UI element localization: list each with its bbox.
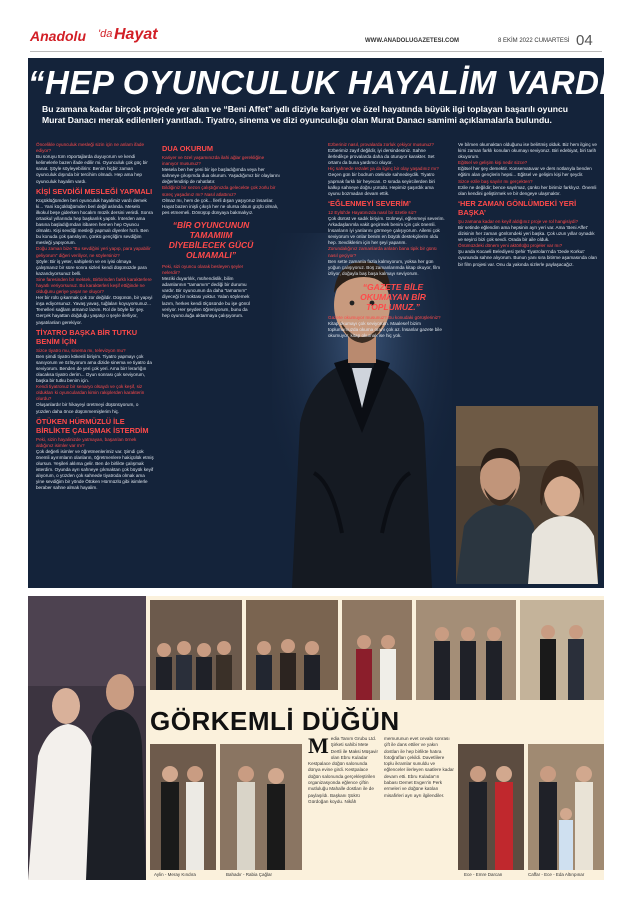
couple-photo-ece — [458, 744, 524, 870]
answer: Şu anda Kocaeli Belediyesi Şehir Tiyatroları’nda ‘Dede Korkut’ oyununda sahne alıyorum. Bunun yanı sıra bitirme aşamasında olan bir film projesi var. Onu da yakında sizlerle paylaşacağız. — [458, 249, 597, 267]
photo-caption: Bahadır - Rabia Çağlar — [226, 872, 273, 877]
question: Bildiğiniz bir sezon çalıştığınızda gelecekte çok zorlu bir süreç yaşadınız mı? Nasıl atlattınız? — [162, 185, 276, 197]
answer: Ben şimdi tiyatro kökenli biriyim. Tiyatro yapmayı çok sanıyorum ve özlüyorum ama dizide sinema ve tiyatro da seviyorum. Benden de yeri çok yeri. Ama birr lerarlığın olacaksa tiyatro derim... Oyun sonrası çok seviyorum, başka bir tutku benim için. — [36, 353, 152, 384]
question: Hiç sahnede rezalet ya da ilginç bir olay yaşadınız mı? — [328, 166, 439, 172]
page-number: 04 — [576, 32, 593, 49]
question: Peki, sizi oyuncu olarak besleyen şeyler nelerdir? — [162, 263, 244, 276]
photo-caption: Ece - Emre Darcan — [464, 872, 503, 877]
question: Peki, sizin hayalinizde yatmayan, başarılan örnek aldığınız isimler var mı? — [36, 436, 137, 448]
answer: Ezile ne değildir; bence sayılmaz, çünkü her birimiz farklıyız. Önemli olan kendini geliştirmek ve bir dengeye ulaşmaktır. — [458, 184, 597, 196]
family-photo-caffar — [528, 744, 604, 870]
couple-photo-aylin — [150, 744, 216, 870]
article-column-3 — [328, 142, 446, 582]
answer: Bir setinde eğlendim ama hepsinin ayrı yeri var. Ama ‘Beni Affet’ dizisinin her zaman gönlümdeki yeri başka. Çok uzun yıllar oynadık ve seyirci bizi çok sevdi. Orada bir aile olduk. — [458, 224, 595, 243]
drop-cap: M — [308, 736, 329, 758]
answer: Ezberimiz zayıf değildir, iyi dersindesiniz. Sahne ilerledikçe provalarda daha da oturuyor karakter. Set ortamı da buna yardımcı oluyor. — [328, 148, 435, 166]
question: Ezberiniz nasıl, provalarda zorluk çekiyor musunuz? — [328, 142, 434, 147]
answer: Şöyle: Bir iş yeter, sahiplerin ve en iyisi olmaya çalışmanız bir süre sonra sizleri kendi düşünüzde para kazandıyorsunuz belli. — [36, 258, 147, 276]
article-lead: Bu zamana kadar birçok projede yer alan ve “Beni Affet” adlı diziyle kariyer ve özel hayatında büyük ilgi toplayan başarılı oyuncu Murat Danacı merak edilenleri yanıtladı. Tiyatro, sinema ve dizi oyunculuğu olan Murat Danacı samimi açıklamalarla bulundu. — [42, 104, 568, 125]
question: Sine faresinden bir mektek, Birbirinden farklı karakterlere hayatlı veriyorsunuz. Bu karakterleri keşif ettiğinde ne olduğunu geriye yaşar ne oluyor? — [36, 276, 152, 295]
subheading: TİYATRO BAŞKA BİR TUTKU BENİM İÇİN — [36, 327, 138, 346]
question: Sizce tiyatro mu, sinema mı, televizyon mu? — [36, 347, 126, 353]
logo-da: 'da — [98, 28, 113, 40]
subheading: ÖTÜKEN HÜRMÜZLÜ İLE BİRLİKTE ÇALIŞMAK İSTERDİM — [36, 416, 149, 435]
subheading: ‘EĞLENMEYİ SEVERİM’ — [328, 198, 411, 208]
guests-photo-1 — [150, 600, 242, 690]
answer: Çok dürüst ve sadık biriyim. Gülmeyi, eğlenmeyi severim. Arkadaşlarımla vakit geçirmek benim için çok önemli. İnsanların iyi yanlarını görmeye çalışıyorum. Ailemi çok seviyorum ve onlar benim en büyük destekçilerim oldu hep. Sevdiklerim için her şeyi yaparım. — [328, 215, 445, 246]
question: Sizce ezile baş sayılır mı gerçekten? — [458, 178, 533, 184]
subheading: KİŞİ SEVDİĞİ MESLEĞİ YAPMALI — [36, 186, 153, 196]
wedding-title: GÖRKEMLİ DÜĞÜN — [150, 706, 400, 736]
pull-quote: “BİR OYUNCUNUN TAMAMIIM DİYEBİLECEK GÜCÜ OLMAMALI” — [168, 219, 254, 260]
page-header — [30, 26, 602, 52]
couple-photo-bahadir — [220, 744, 302, 870]
pull-quote: “GAZETE BİLE OKUMAYAN BİR TOPLUMUZ.” — [360, 281, 426, 312]
article-column-1 — [36, 142, 154, 582]
question: Önümüzdeki dönem yeni aktörlüğü projeler var mı? — [458, 243, 563, 249]
guests-photo-5 — [520, 600, 604, 700]
answer: Ben sette zamanla fazla kalmıyorum, yoksa her gün yoğun çalışıyoruz. Boş zamanlarımda kitap okuyor, film izliyor, doğayla baş başa kalmayı seviyorum. — [328, 258, 441, 276]
answer: Oluşanlardır bir hikayeyi üretmeyi düşünüyorum, o yüzden daha önce düşünmemişlerim hiç. — [36, 402, 139, 414]
question: Zorundalığınız zamanlarda anlatın bana tipik bir günü nasıl geçiyor? — [328, 246, 437, 258]
site-url[interactable]: WWW.ANADOLUGAZETESI.COM — [365, 38, 459, 44]
answer: Çok değerli isimler ve öğretmenlerimiz var. Şimdi çok önemli ayırımların olanların, öğretmenlere hakiçülük etmiş olursun. Yeşileri aklıma gelir. Ben de birlikte çalışmak isterdim. Oyunda ayrı sahneye çıkmaktan çok büyük keyif alıyorum, o yüzden çok sahnede tiyatroda olmak ama yine sevdiğim bir yönde Ötüken Hürmüzlü gibi isimlerle beraber sahne almak hayalim. — [36, 448, 154, 491]
issue-date: 8 EKİM 2022 CUMARTESİ — [498, 38, 570, 44]
logo-anadolu: Anadolu — [30, 28, 86, 44]
subheading: ‘HER ZAMAN GÖNLÜMDEKİ YERİ BAŞKA’ — [458, 198, 577, 217]
question: Kendi tiyatronuz bir senaryo olsaydı ve çok keşif, siz oldukları ki oyunculardan kimin rakiplerden karakterin olurdu? — [36, 384, 145, 402]
logo-hayat: Hayat — [114, 26, 158, 43]
article-column-2 — [162, 142, 280, 582]
question: 12 Eylül'de Hayatınızda nasıl bir özetle siz? — [328, 209, 417, 215]
question: Şu zamana kadar en keyif aldığınız proje ve rol hangisiydi? — [458, 218, 579, 224]
article-title: “HEP OYUNCULUK HAYALİM VARDI” — [28, 64, 627, 101]
interview-article — [28, 58, 627, 588]
article-column-4 — [458, 142, 598, 402]
answer: Eğitsel her şey demektir. Konservatuvar ve ders notlarıyla benden eğitim alan gençlerin hepsi... Eğitsel ve gelişim kişi her şeydir. — [458, 166, 592, 178]
subheading: DUA OKURUM — [162, 144, 214, 153]
question: Öncelikle oyunculuk mesleği sizin için ne anlam ifade ediyor? — [36, 142, 145, 154]
selfie-photo — [456, 406, 598, 584]
question: Doğu zaman bize “Bu sevdiğini yeri yapıp, para yapabilir geliyorum” diğeri veriliyor, ne söylersiniz? — [36, 246, 151, 258]
answer: Küçüklüğümden beri oyunculuk hayalimiz vardı demek ki... Yani küçüklüğümden beri değil aslında. Meselo ilkokul beşe giderken hocalım müzik dersini verirdi. Sonra ortaokul yıllarında hep başkanlık yaptık. İnterden ama basına başladığımdan itibaren hemen hep Oyuncu olmaktı. Kişi sevdiği mesleği yapmalı diyenler hızlı. Ben bu konuda çok şanslıyım, çünkü gençliğim sevdiğim mesleği yapıyorum. — [36, 197, 153, 246]
answer: Kitap okumayı çok seviyorum. Maalesef bizim toplumumuzda okuma oranı çok az. İnsanlar gazete bile okumuyor, kitap okumak ise hiç yok. — [328, 320, 442, 339]
wedding-text: edia Tanım Grubu Ltd. Şirketi sahibi Mete Dertli ile Maksi Müşavir olan Ebru Kuladar Kestpalace düğün salonunda dünya evine girdi. Kestpalace düğün salonunda gerçekleştirilen organizasyonda eğlence çiftin mutluluğu Mahalle dostları ile de paylaşıldı. Başkanı Şükrü Gürdoğan koydu. Nikâh memurunun evet cevabı sonrası çift ile dans ettiler ve yakın dostları ile hep birlikte hatıra fotoğrafları çekildi. Davetlilere toplu ikramlar sunuldu ve eğlenceler ilerleyen saatlere kadar devam etti. Ebru Kuladar'ın babası Demet Evgen'in Perk ermeleri ve düğüne katılan misafirleri ayrı ayrı ilgilendiler. — [308, 736, 454, 804]
answer: Meziki duyarlılık, mühendislik, bilim adamlarının “tamamım” dediği bir durumu vardır. Bir oyuncunun da daha “tamamım” diyeceği bir noktası yoktur. Yalan söylemek lazım, herkes kendi ölçüsünde bu işe gönül veriyor. Her şeyden öğreniyorum, bunu da hep oyunculuğa aktarmaya çalışıyorum. — [162, 276, 250, 318]
answer: Olmaz mı, hem de çok... İlerli dışarı yaşıyoruz insanlar. Hayat bazen inişli çıkışlı her ne olursa olsun güçlü olmalı, pes etmemeli. Dönüşüp dünyaya bakmalıyız. — [162, 197, 279, 215]
answer: Bu soruyu tüm röportajlarda duyuyorum ve kendi kelimelerle bazen ifade edilir mi. Oyunculuk çok güç bir sanat. Şöyle söyleyebilirim: Benim hiçbir zaman oyunculuk dışında bir tercihim olmadı. Hep ama hep oyunculuk hayalim vardı. — [36, 154, 148, 184]
couple-photo — [28, 596, 146, 880]
answer: Her bir rolü çıkarmak çok zor değildir. Düşünün, bir yapıyi inşa ediyorsunuz. Yavaş yavaş, tuğlaları koyuyorsunuz... Temelleri sağlam atmanız lazım. Rol de böyle bir şey. Gerçek hayattan doğduğu yaşatıp o şeyle ilerliyor, yaşatılanları gerekiyor. — [36, 295, 153, 325]
wedding-section — [28, 596, 604, 880]
answer: Mesela ben her yeni bir işe başladığımda veya her sahneye çıkışımda dua okurum. Yaşadığımız bir olaylarını değerlendirip de rahatlatır. — [162, 167, 280, 185]
photo-caption: Aylin - Meray Kındıra — [154, 872, 196, 877]
photo-caption: Caffar - Ece - Eda Altınpınar — [528, 872, 585, 877]
guests-photo-2 — [246, 600, 338, 690]
question: Eğitsel ve gelişim kişi nedir sizce? — [458, 160, 528, 166]
answer: Ve bilmen okumaktan olduğunu ise belirtmiş olduk. Biz hem ilginç ve kimi zaman farklı konuları okumayı seviyoruz. Biri edebiyat, biri tarih okuyorum. — [458, 142, 597, 160]
question: Kariyer ve özel yaşamınızda ilahi ağlar gerekliğine inanıyor musunuz? — [162, 155, 265, 167]
answer: Geçen gün bir bodrum otelinde sahnedeydik. Tiyatro yapmak farklı bir heyecan. O sırada seyircilerden biri kalkıp sahneye doğru yürüdü. Hepimiz şaşırdık ama oyunu bozmadan devam ettik. — [328, 172, 435, 196]
question: Gazete okumuyor musunuz? Bu konudaki görüşleriniz? — [328, 314, 441, 320]
guests-photo-4 — [416, 600, 516, 700]
guests-photo-3 — [342, 600, 412, 700]
wedding-body — [308, 736, 454, 876]
